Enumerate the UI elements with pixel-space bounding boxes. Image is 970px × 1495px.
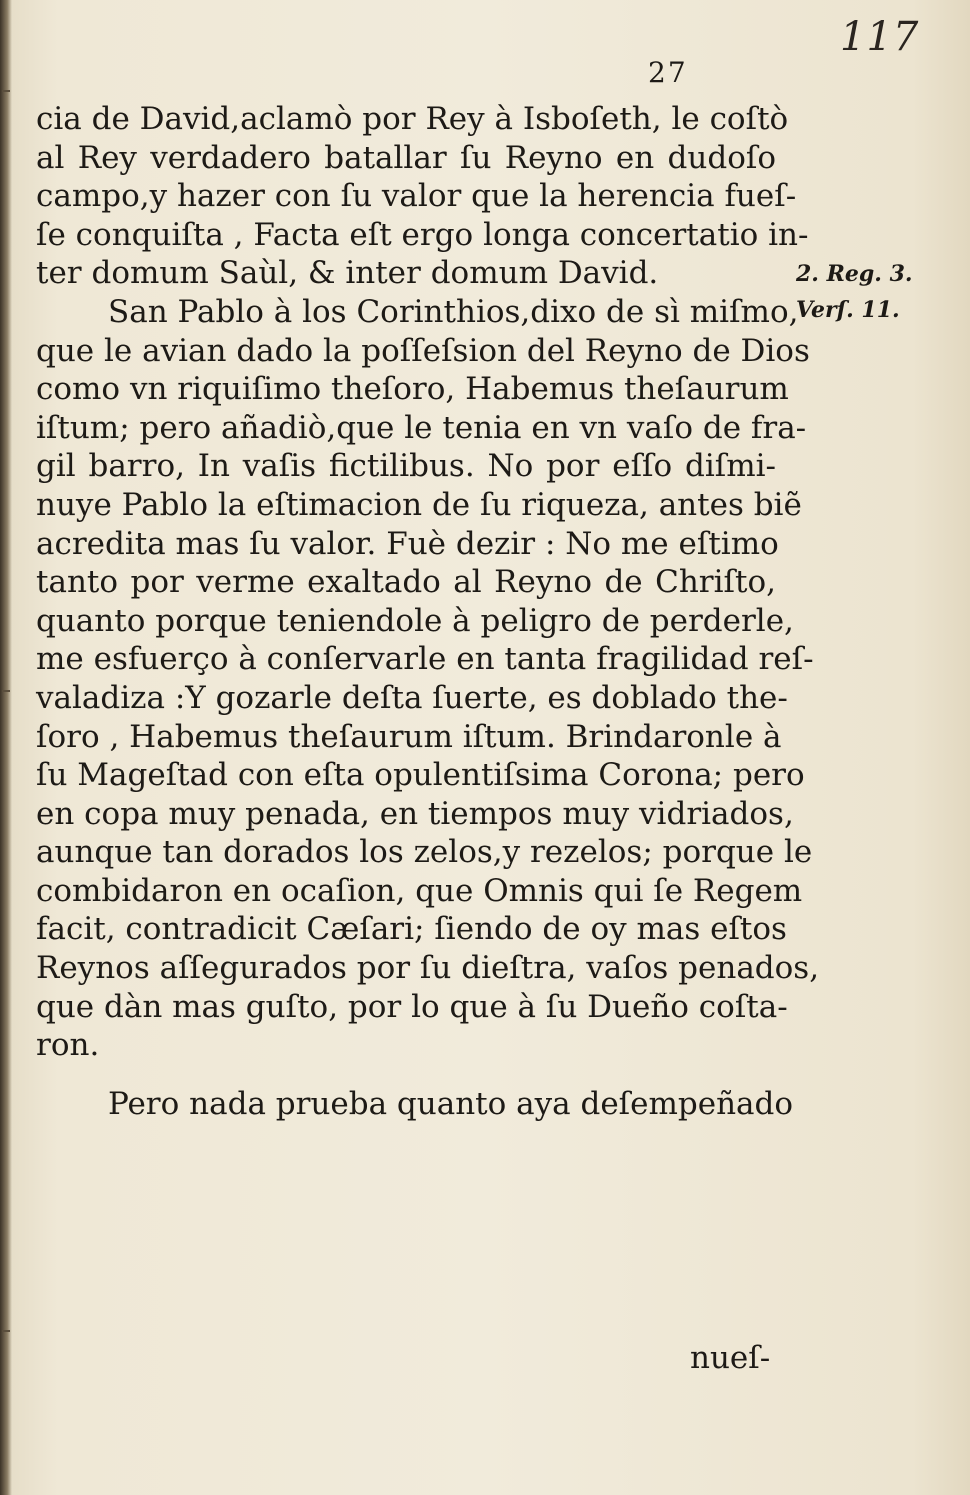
binding-edge bbox=[0, 0, 12, 1495]
text-line: San Pablo à los Corinthios,dixo de sì miſmo, bbox=[108, 293, 799, 330]
text-line: me esfuerço à conſervarle en tanta fragilidad reſ- bbox=[36, 641, 814, 678]
text-line: ter domum Saùl, & inter domum David. bbox=[36, 255, 659, 292]
folio-number: 117 bbox=[840, 14, 920, 60]
text-line: nuye Pablo la eſtimacion de ſu riqueza, antes biẽ bbox=[36, 486, 802, 523]
text-line: combidaron en ocaſion, que Omnis qui ſe Regem bbox=[36, 872, 803, 909]
text-line: valadiza :Y gozarle deſta ſuerte, es doblado the- bbox=[36, 679, 788, 716]
text-line: ſoro , Habemus theſaurum iſtum. Brindaronle à bbox=[36, 718, 782, 755]
text-line: que dàn mas guſto, por lo que à ſu Dueño coſta- bbox=[36, 988, 788, 1025]
text-line: en copa muy penada, en tiempos muy vidriados, bbox=[36, 795, 794, 832]
edge-mark bbox=[2, 90, 10, 92]
text-line: al Rey verdadero batallar ſu Reyno en dudoſo bbox=[36, 139, 776, 176]
text-line: quanto porque teniendole à peligro de perderle, bbox=[36, 602, 794, 639]
margin-note-line: 2. Reg. 3. bbox=[796, 261, 913, 287]
text-line: Reynos aſſegurados por ſu dieſtra, vaſos penados, bbox=[36, 950, 820, 987]
text-line: acredita mas ſu valor. Fuè dezir : No me eſtimo bbox=[36, 525, 779, 562]
paragraph-gap bbox=[36, 1065, 776, 1085]
margin-note-line: Verſ. 11. bbox=[796, 297, 900, 323]
text-line: tanto por verme exaltado al Reyno de Chriſto, bbox=[36, 564, 776, 601]
text-line: aunque tan dorados los zelos,y rezelos; porque le bbox=[36, 834, 813, 871]
text-line: que le avian dado la poſſeſsion del Reyno de Dios bbox=[36, 332, 810, 369]
edge-mark bbox=[2, 690, 10, 692]
text-line: facit, contradicit Cæſari; ſiendo de oy mas eſtos bbox=[36, 911, 787, 948]
page-number: 27 bbox=[648, 56, 688, 89]
text-line: ſe conquiſta , Facta eſt ergo longa concertatio in- bbox=[36, 216, 809, 253]
text-line: cia de David,aclamò por Rey à Isboſeth, le coſtò bbox=[36, 101, 789, 137]
text-line: gil barro, In vaſis fictilibus. No por eſſo diſmi- bbox=[36, 448, 776, 485]
margin-note bbox=[796, 256, 913, 328]
text-line: campo,y hazer con ſu valor que la herencia fueſ- bbox=[36, 178, 797, 215]
text-line: como vn riquiſimo theſoro, Habemus theſaurum bbox=[36, 371, 789, 408]
text-line: Pero nada prueba quanto aya deſempeñado bbox=[108, 1085, 794, 1122]
catchword: nueſ- bbox=[690, 1340, 771, 1376]
text-line: ron. bbox=[36, 1027, 100, 1064]
text-line: ſu Mageſtad con eſta opulentiſsima Corona; pero bbox=[36, 757, 805, 794]
text-body bbox=[36, 100, 820, 1123]
text-line: iſtum; pero añadiò,que le tenia en vn vaſo de fra- bbox=[36, 409, 807, 446]
edge-mark bbox=[2, 1330, 10, 1332]
